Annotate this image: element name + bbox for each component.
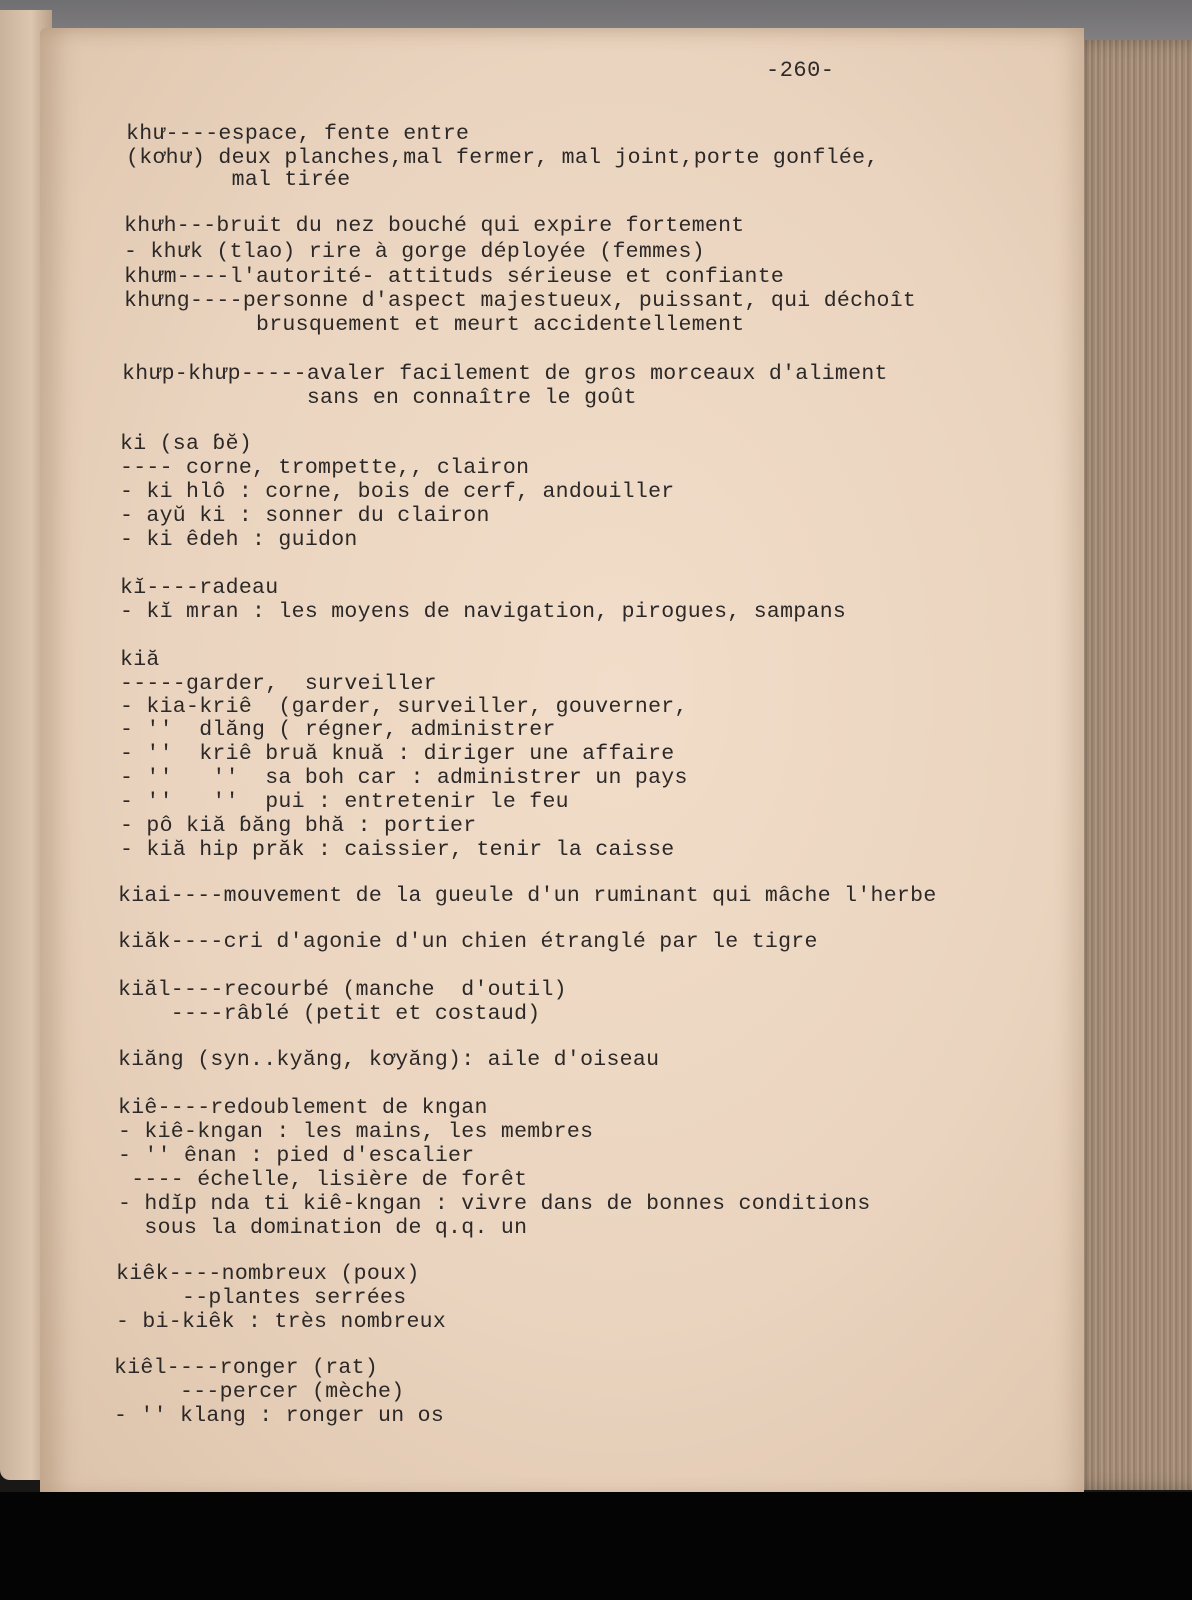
dictionary-line: khưm----l'autorité- attituds sérieuse et confiante (124, 265, 785, 289)
dictionary-line: -----garder, surveiller (120, 672, 437, 696)
dictionary-line: kiă (120, 648, 160, 672)
dictionary-line: - khưk (tlao) rire à gorge déployée (femmes) (124, 240, 705, 264)
dictionary-line: - '' kriê bruă knuă : diriger une affaire (120, 742, 675, 766)
dictionary-line: brusquement et meurt accidentellement (124, 313, 745, 337)
dictionary-line: (kơhư) deux planches,mal fermer, mal joint,porte gonflée, (126, 146, 879, 170)
dictionary-line: --plantes serrées (116, 1286, 407, 1310)
dictionary-line: - '' dlăng ( régner, administrer (120, 718, 556, 742)
dictionary-line: - kia-kriê (garder, surveiller, gouverner, (120, 695, 688, 719)
page-number: -260- (766, 58, 835, 83)
dictionary-line: kiăk----cri d'agonie d'un chien étranglé par le tigre (118, 930, 818, 954)
dictionary-line: khưng----personne d'aspect majestueux, puissant, qui déchoît (124, 289, 917, 313)
dictionary-line: mal tirée (126, 168, 351, 192)
dictionary-line: - '' ênan : pied d'escalier (118, 1144, 475, 1168)
dictionary-line: sans en connaître le goût (122, 386, 637, 410)
dictionary-line: - '' '' sa boh car : administrer un pays (120, 766, 688, 790)
dictionary-line: khư----espace, fente entre (126, 122, 470, 146)
dictionary-line: kiăl----recourbé (manche d'outil) (118, 978, 567, 1002)
dictionary-line: - bi-kiêk : très nombreux (116, 1310, 447, 1334)
dictionary-line: - hdĭp nda ti kiê-kngan : vivre dans de bonnes conditions (118, 1192, 871, 1216)
dictionary-line: kiêk----nombreux (poux) (116, 1262, 420, 1286)
dictionary-line: kiai----mouvement de la gueule d'un ruminant qui mâche l'herbe (118, 884, 937, 908)
dictionary-line: sous la domination de q.q. un (118, 1216, 528, 1240)
dictionary-line: kiăng (syn..kyăng, kơyăng): aile d'oiseau (118, 1048, 660, 1072)
dictionary-line: - kiê-kngan : les mains, les membres (118, 1120, 594, 1144)
dictionary-line: - kĭ mran : les moyens de navigation, pirogues, sampans (120, 600, 847, 624)
dictionary-line: - kiă hip prăk : caissier, tenir la caisse (120, 838, 675, 862)
dictionary-line: ---- corne, trompette,, clairon (120, 456, 530, 480)
dictionary-line: khưp-khưp-----avaler facilement de gros morceaux d'aliment (122, 362, 888, 386)
dictionary-line: ---- échelle, lisière de forêt (118, 1168, 528, 1192)
dictionary-line: - ki êdeh : guidon (120, 528, 358, 552)
dictionary-line: kĭ----radeau (120, 576, 279, 600)
dictionary-line: khưh---bruit du nez bouché qui expire fortement (124, 214, 745, 238)
bottom-shadow (0, 1492, 1192, 1600)
dictionary-line: - pô kiă ɓăng bhă : portier (120, 814, 477, 838)
dictionary-line: - '' klang : ronger un os (114, 1404, 445, 1428)
dictionary-line: kiê----redoublement de kngan (118, 1096, 488, 1120)
dictionary-line: ----râblé (petit et costaud) (118, 1002, 541, 1026)
dictionary-line: - '' '' pui : entretenir le feu (120, 790, 569, 814)
dictionary-line: kiêl----ronger (rat) (114, 1356, 379, 1380)
dictionary-line: - ki hlô : corne, bois de cerf, andouiller (120, 480, 675, 504)
page-stack-edge (1070, 40, 1192, 1490)
dictionary-line: - ayŭ ki : sonner du clairon (120, 504, 490, 528)
dictionary-line: ---percer (mèche) (114, 1380, 405, 1404)
dictionary-line: ki (sa ɓĕ) (120, 432, 253, 456)
